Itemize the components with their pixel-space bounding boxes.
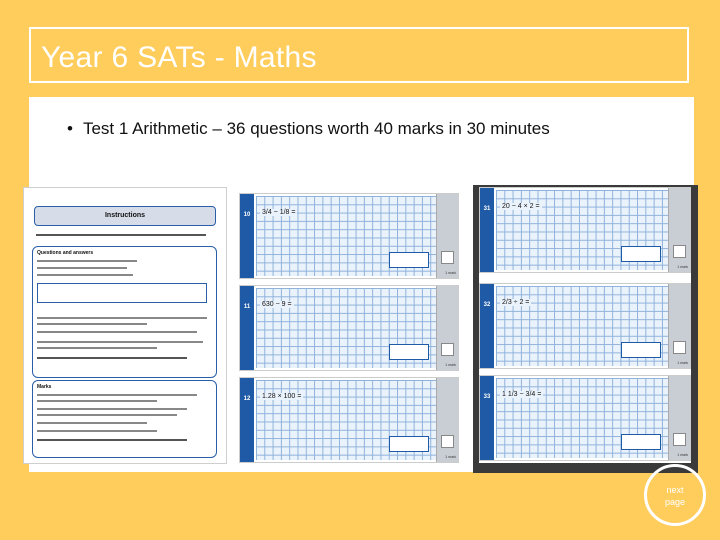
next-label-line1: next	[666, 485, 684, 495]
question-row	[479, 187, 691, 273]
answer-box	[389, 436, 429, 452]
question-row	[239, 193, 459, 279]
text-line	[37, 317, 207, 319]
question-row	[479, 375, 691, 461]
question-text: 1.28 × 100 =	[262, 393, 302, 400]
mark-column	[436, 286, 458, 370]
slide-title: Year 6 SATs - Maths	[41, 41, 317, 74]
text-line	[37, 430, 157, 432]
mark-label: 1 mark	[677, 265, 688, 269]
mark-box	[673, 245, 686, 258]
mark-label: 1 mark	[445, 271, 456, 275]
text-line	[37, 439, 187, 441]
mark-column	[436, 378, 458, 462]
answer-box	[389, 252, 429, 268]
question-row	[239, 285, 459, 371]
question-number: 11	[240, 286, 254, 370]
text-line	[37, 347, 157, 349]
text-line	[37, 274, 133, 276]
mark-column	[668, 284, 690, 368]
mark-column	[668, 376, 690, 460]
text-line	[37, 422, 147, 424]
answer-box	[621, 246, 661, 262]
mark-box	[673, 433, 686, 446]
instructions-heading: Instructions	[34, 206, 216, 226]
bullet-text: Test 1 Arithmetic – 36 questions worth 40 marks in 30 minutes	[82, 119, 550, 138]
text-line	[36, 234, 206, 236]
text-line	[37, 357, 187, 359]
instructions-page	[23, 187, 227, 464]
dark-page-frame	[473, 185, 698, 473]
text-line	[37, 267, 127, 269]
text-line	[37, 341, 203, 343]
question-text: 1 1/3 − 3/4 =	[502, 391, 542, 398]
bullet-point	[67, 119, 550, 139]
questions-page-middle	[239, 193, 459, 467]
text-line	[37, 408, 187, 410]
text-line	[37, 260, 137, 262]
mark-label: 1 mark	[445, 363, 456, 367]
questions-answers-box	[32, 246, 217, 378]
marks-heading: Marks	[37, 384, 52, 390]
mark-label: 1 mark	[677, 361, 688, 365]
answer-example-box	[37, 283, 207, 303]
mark-box	[441, 435, 454, 448]
question-number: 31	[480, 188, 494, 272]
question-text: 630 − 9 =	[262, 301, 292, 308]
slide-title-box	[29, 27, 689, 83]
question-text: 2/3 ÷ 2 =	[502, 299, 530, 306]
text-line	[37, 400, 157, 402]
next-page-label	[647, 484, 703, 508]
bullet-icon: •	[67, 119, 73, 138]
question-number: 10	[240, 194, 254, 278]
text-line	[37, 394, 197, 396]
next-page-button[interactable]	[644, 464, 706, 526]
text-line	[37, 331, 197, 333]
mark-column	[436, 194, 458, 278]
mark-column	[668, 188, 690, 272]
mark-box	[441, 343, 454, 356]
question-number: 33	[480, 376, 494, 460]
content-panel	[29, 97, 694, 472]
question-text: 20 − 4 × 2 =	[502, 203, 540, 210]
answer-box	[389, 344, 429, 360]
mark-label: 1 mark	[445, 455, 456, 459]
marks-box	[32, 380, 217, 458]
question-number: 32	[480, 284, 494, 368]
text-line	[37, 323, 147, 325]
question-text: 3/4 − 1/8 =	[262, 209, 296, 216]
question-row	[239, 377, 459, 463]
question-number: 12	[240, 378, 254, 462]
question-row	[479, 283, 691, 369]
mark-label: 1 mark	[677, 453, 688, 457]
text-line	[37, 414, 177, 416]
mark-box	[441, 251, 454, 264]
answer-box	[621, 342, 661, 358]
answer-box	[621, 434, 661, 450]
next-label-line2: page	[664, 497, 686, 507]
mark-box	[673, 341, 686, 354]
questions-heading: Questions and answers	[37, 250, 94, 256]
questions-page-right	[479, 187, 691, 463]
